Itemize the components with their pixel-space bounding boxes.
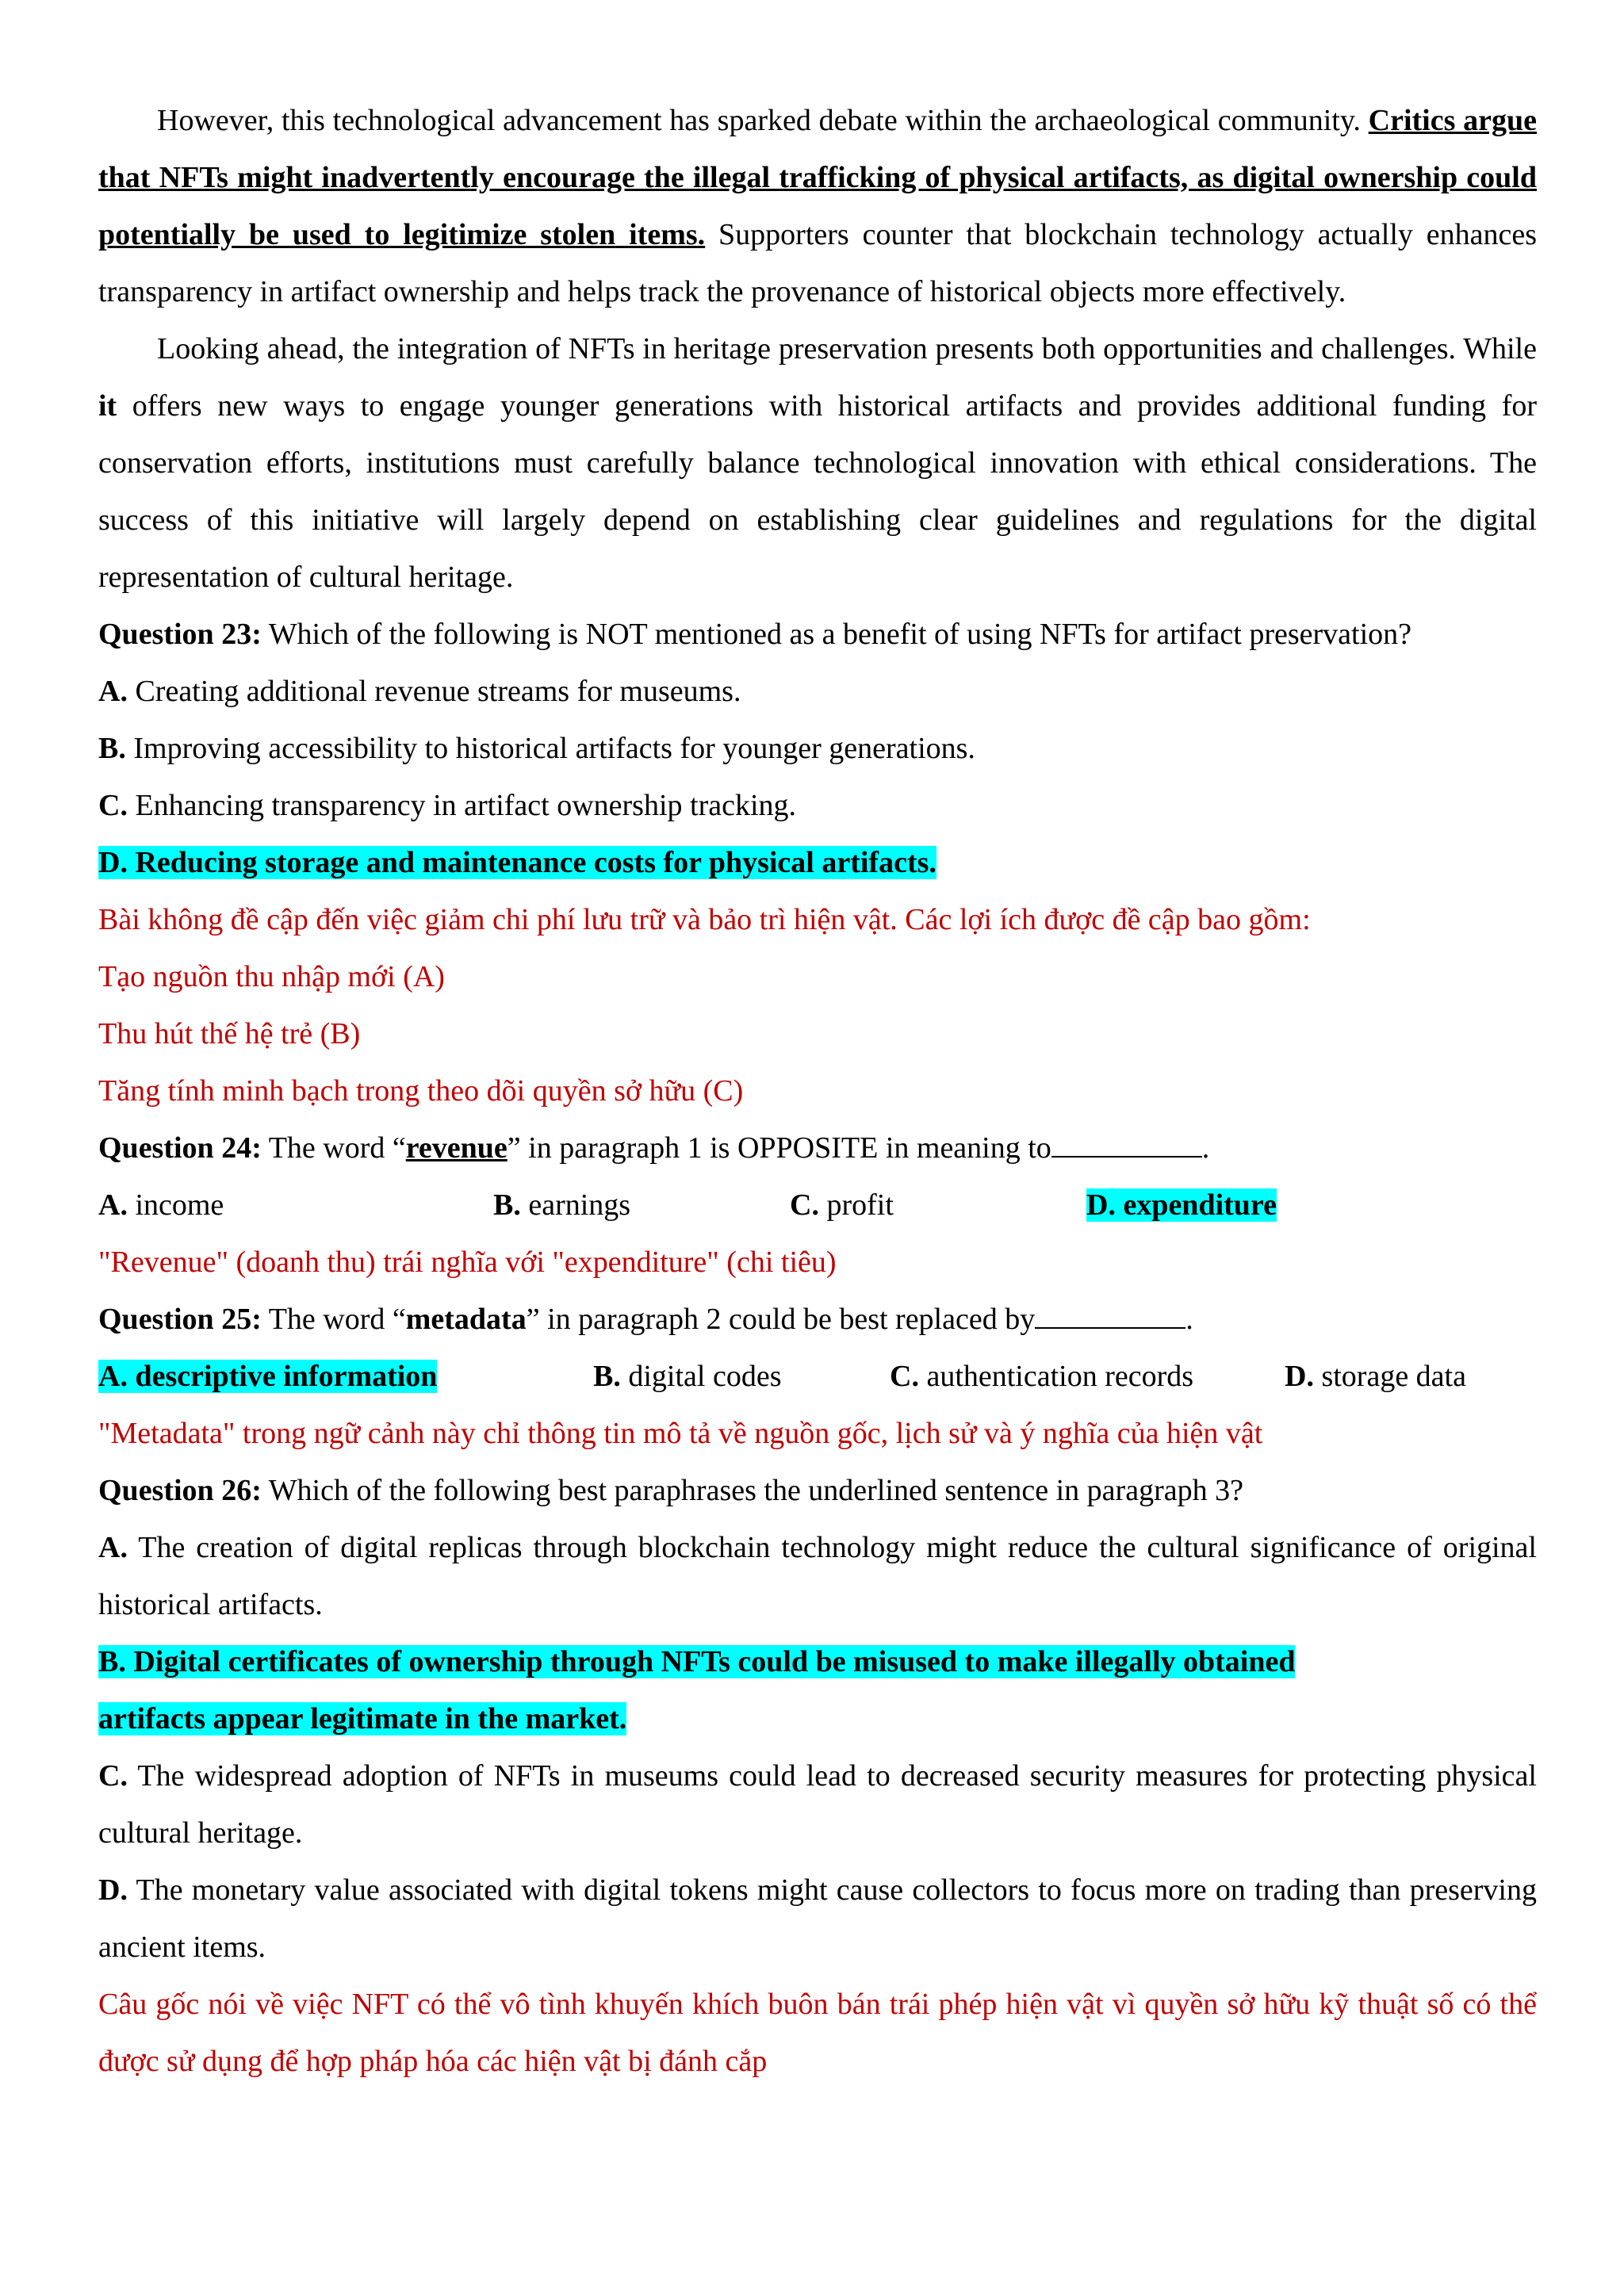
- option-label: B.: [493, 1188, 521, 1222]
- question-25-keyword: metadata: [405, 1303, 527, 1336]
- q26-option-b-correct-line2: [98, 1690, 1537, 1747]
- q23-option-a: [98, 663, 1537, 720]
- q25-options-row: [98, 1348, 1537, 1405]
- option-text: Improving accessibility to historical artifacts for younger generations.: [133, 732, 975, 765]
- q23-option-d-correct: [98, 834, 1537, 891]
- q25-option-c: [890, 1348, 1193, 1405]
- option-label: C.: [98, 1759, 128, 1793]
- option-label: C.: [98, 789, 128, 822]
- q26-option-c: [98, 1747, 1537, 1862]
- question-23-label: Question 23:: [98, 618, 262, 651]
- option-label: C.: [790, 1188, 819, 1222]
- q23-option-b: [98, 720, 1537, 777]
- q26-option-d: [98, 1862, 1537, 1976]
- q24-option-d-correct: [1086, 1177, 1277, 1234]
- q23-option-c: [98, 777, 1537, 834]
- q24-option-a: [98, 1177, 224, 1234]
- option-label: C.: [890, 1360, 919, 1393]
- option-text: Enhancing transparency in artifact ownership tracking.: [135, 789, 797, 822]
- question-25-label: Question 25:: [98, 1303, 262, 1336]
- correct-answer-highlight: B. Digital certificates of ownership through NFTs could be misused to make illegally obtained: [98, 1645, 1296, 1678]
- p4-it-word: it: [98, 389, 117, 423]
- correct-answer-highlight: artifacts appear legitimate in the market.: [98, 1702, 627, 1735]
- q25-option-b: [593, 1348, 781, 1405]
- option-text: income: [135, 1188, 224, 1222]
- option-label: A.: [98, 1188, 128, 1222]
- p4-rest: offers new ways to engage younger generations with historical artifacts and provides additional funding for conservation efforts, institutions must carefully balance technological innovation with ethical considerations. The success of this initiative will largely depend on establishing clear guidelines and regulations for the digital representation of cultural heritage.: [98, 389, 1538, 594]
- question-24-label: Question 24:: [98, 1131, 262, 1165]
- option-label: D.: [1285, 1360, 1314, 1393]
- question-25-text-before: The word “: [268, 1303, 406, 1336]
- passage-paragraph-4: [98, 320, 1537, 606]
- correct-answer-highlight: D. expenditure: [1086, 1188, 1277, 1222]
- q23-explanation-1: Bài không đề cập đến việc giảm chi phí lưu trữ và bảo trì hiện vật. Các lợi ích được đề cập bao gồm:: [98, 903, 1311, 936]
- q23-explanation-2: Tạo nguồn thu nhập mới (A): [98, 960, 445, 993]
- answer-blank: [1051, 1132, 1202, 1158]
- question-25-end: .: [1185, 1303, 1193, 1336]
- q24-option-b: [493, 1177, 630, 1234]
- option-label: B.: [593, 1360, 621, 1393]
- p4-start: Looking ahead, the integration of NFTs in heritage preservation presents both opportunities and challenges. While: [157, 332, 1537, 365]
- option-text: The monetary value associated with digital tokens might cause collectors to focus more on trading than preserving ancient items.: [98, 1873, 1537, 1964]
- q24-option-c: [790, 1177, 894, 1234]
- question-24-end: .: [1201, 1131, 1210, 1165]
- question-23-text: Which of the following is NOT mentioned as a benefit of using NFTs for artifact preservation?: [268, 618, 1411, 651]
- p3-underlined-sentence: Critics argue that NFTs might inadvertently encourage the illegal trafficking of physical artifacts, as digital ownership could potentially be used to legitimize stolen items.: [98, 104, 1537, 251]
- question-26-text: Which of the following best paraphrases the underlined sentence in paragraph 3?: [268, 1474, 1243, 1507]
- option-text: storage data: [1321, 1360, 1466, 1393]
- option-text: authentication records: [926, 1360, 1194, 1393]
- q26-option-a: [98, 1519, 1537, 1633]
- correct-answer-highlight: D. Reducing storage and maintenance costs for physical artifacts.: [98, 846, 936, 879]
- passage-paragraph-3: [98, 92, 1537, 320]
- option-label: A.: [98, 1531, 128, 1564]
- option-label: B.: [98, 732, 126, 765]
- question-24-text-after: ” in paragraph 1 is OPPOSITE in meaning to: [507, 1131, 1051, 1165]
- question-25: [98, 1291, 1537, 1348]
- p3-intro: However, this technological advancement has sparked debate within the archaeological community.: [157, 104, 1361, 137]
- option-text: The widespread adoption of NFTs in museums could lead to decreased security measures for protecting physical cultural heritage.: [98, 1759, 1537, 1850]
- q24-options-row: [98, 1177, 1537, 1234]
- question-24-text-before: The word “: [268, 1131, 406, 1165]
- option-label: D.: [98, 1873, 128, 1907]
- q26-explanation: Câu gốc nói về việc NFT có thể vô tình khuyến khích buôn bán trái phép hiện vật vì quyền sở hữu kỹ thuật số có thể được sử dụng để hợp pháp hóa các hiện vật bị đánh cắp: [98, 1988, 1537, 2078]
- option-text: earnings: [528, 1188, 631, 1222]
- answer-blank: [1035, 1303, 1185, 1329]
- option-text: The creation of digital replicas through blockchain technology might reduce the cultural significance of original historical artifacts.: [98, 1531, 1537, 1621]
- question-24: [98, 1119, 1537, 1177]
- q24-explanation: "Revenue" (doanh thu) trái nghĩa với "expenditure" (chi tiêu): [98, 1246, 837, 1279]
- question-26: [98, 1462, 1537, 1519]
- option-text: profit: [826, 1188, 894, 1222]
- q23-explanation-3: Thu hút thế hệ trẻ (B): [98, 1017, 361, 1050]
- question-23: [98, 606, 1537, 663]
- q23-explanation-4: Tăng tính minh bạch trong theo dõi quyền sở hữu (C): [98, 1074, 744, 1108]
- q26-option-b-correct-line1: [98, 1633, 1537, 1690]
- option-text: Creating additional revenue streams for museums.: [135, 675, 741, 708]
- option-label: A.: [98, 675, 128, 708]
- q25-option-d: [1285, 1348, 1466, 1405]
- question-25-text-after: ” in paragraph 2 could be best replaced by: [526, 1303, 1036, 1336]
- q25-explanation: "Metadata" trong ngữ cảnh này chỉ thông tin mô tả về nguồn gốc, lịch sử và ý nghĩa của hiện vật: [98, 1417, 1263, 1450]
- p3-rest: Supporters counter that blockchain technology actually enhances transparency in artifact ownership and helps track the provenance of historical objects more effectively.: [98, 218, 1538, 308]
- question-26-label: Question 26:: [98, 1474, 262, 1507]
- option-text: digital codes: [628, 1360, 782, 1393]
- question-24-keyword: revenue: [405, 1131, 508, 1165]
- correct-answer-highlight: A. descriptive information: [98, 1360, 438, 1393]
- q25-option-a-correct: [98, 1348, 437, 1405]
